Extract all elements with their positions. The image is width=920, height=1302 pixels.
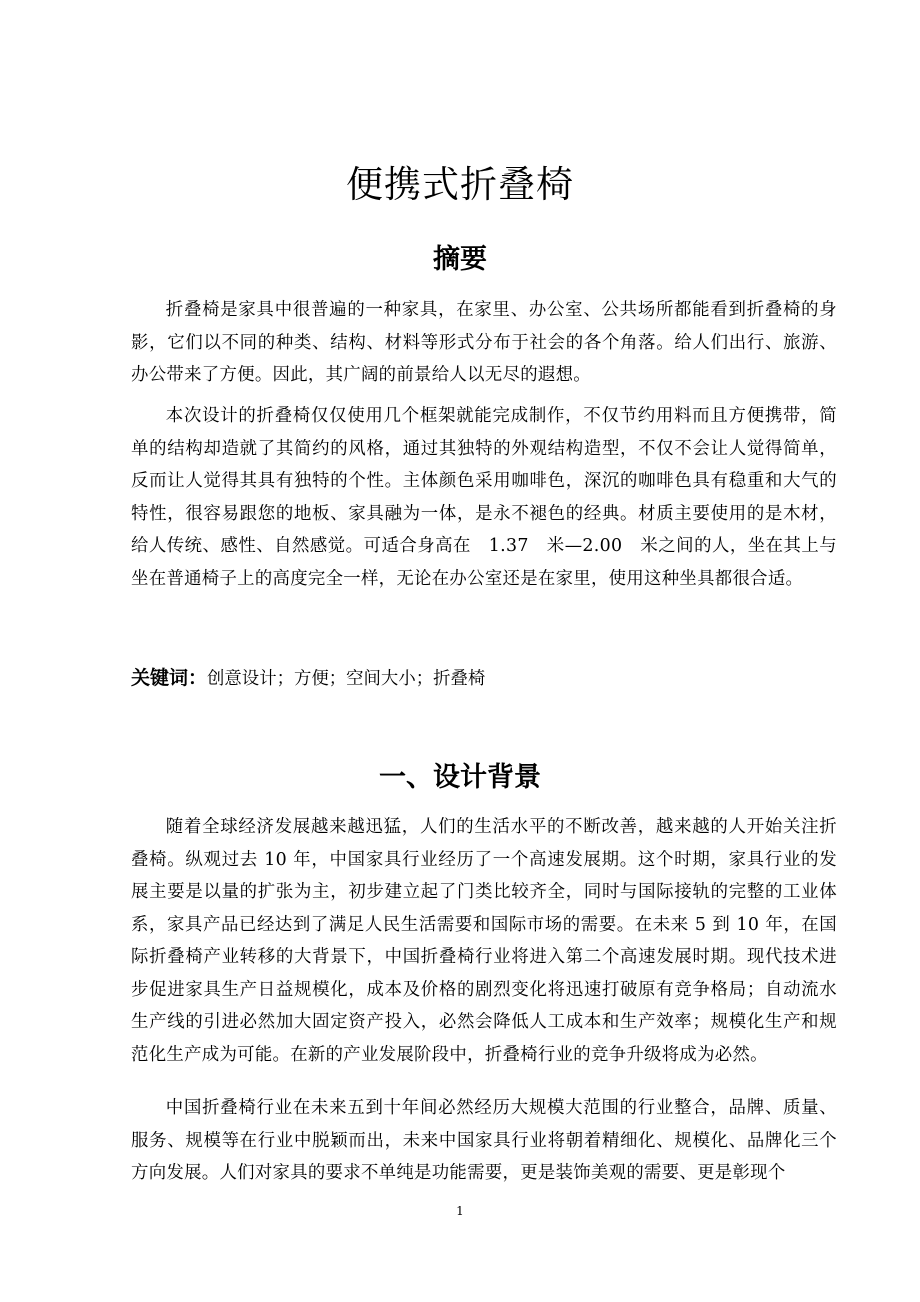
abstract-paragraph: 本次设计的折叠椅仅仅使用几个框架就能完成制作，不仅节约用料而且方便携带，简单的结构却造就了其简约的风格，通过其独特的外观结构造型，不仅不会让人觉得简单，反而让人觉得其具有独特的个性。主体颜色采用咖啡色，深沉的咖啡色具有稳重和大气的特性，很容易跟您的地板、家具融为一体，是永不褪色的经典。材质主要使用的是木材，给人传统、感性、自然感觉。可适合身高在 1.37 米—2.00 米之间的人，坐在其上与坐在普通椅子上的高度完全一样，无论在办公室还是在家里，使用这种坐具都很合适。	[131, 406, 837, 589]
section-heading-design-background: 一、设计背景	[379, 762, 541, 794]
page-number: 1	[456, 1204, 464, 1218]
keywords-line	[131, 662, 837, 695]
abstract-paragraph: 折叠椅是家具中很普遍的一种家具，在家里、办公室、公共场所都能看到折叠椅的身影，它们以不同的种类、结构、材料等形式分布于社会的各个角落。给人们出行、旅游、办公带来了方便。因此，其广阔的前景给人以无尽的遐想。	[131, 300, 837, 385]
section-paragraph: 中国折叠椅行业在未来五到十年间必然经历大规模大范围的行业整合，品牌、质量、服务、规模等在行业中脱颖而出，未来中国家具行业将朝着精细化、规模化、品牌化三个方向发展。人们对家具的要求不单纯是功能需要，更是装饰美观的需要、更是彰现个	[131, 1098, 837, 1183]
section-paragraph: 随着全球经济发展越来越迅猛，人们的生活水平的不断改善，越来越的人开始关注折叠椅。纵观过去 10 年，中国家具行业经历了一个高速发展期。这个时期，家具行业的发展主要是以量的扩张为主，初步建立起了门类比较齐全，同时与国际接轨的完整的工业体系，家具产品已经达到了满足人民生活需要和国际市场的需要。在未来 5 到 10 年，在国际折叠椅产业转移的大背景下，中国折叠椅行业将进入第二个高速发展时期。现代技术进步促进家具生产日益规模化，成本及价格的剧烈变化将迅速打破原有竞争格局；自动流水生产线的引进必然加大固定资产投入，必然会降低人工成本和生产效率；规模化生产和规范化生产成为可能。在新的产业发展阶段中，折叠椅行业的竞争升级将成为必然。	[131, 817, 837, 1065]
abstract-heading: 摘要	[433, 244, 487, 276]
document-title: 便携式折叠椅	[346, 162, 574, 206]
keywords-text: 创意设计；方便；空间大小；折叠椅	[207, 669, 486, 689]
keywords-label: 关键词：	[131, 667, 208, 689]
